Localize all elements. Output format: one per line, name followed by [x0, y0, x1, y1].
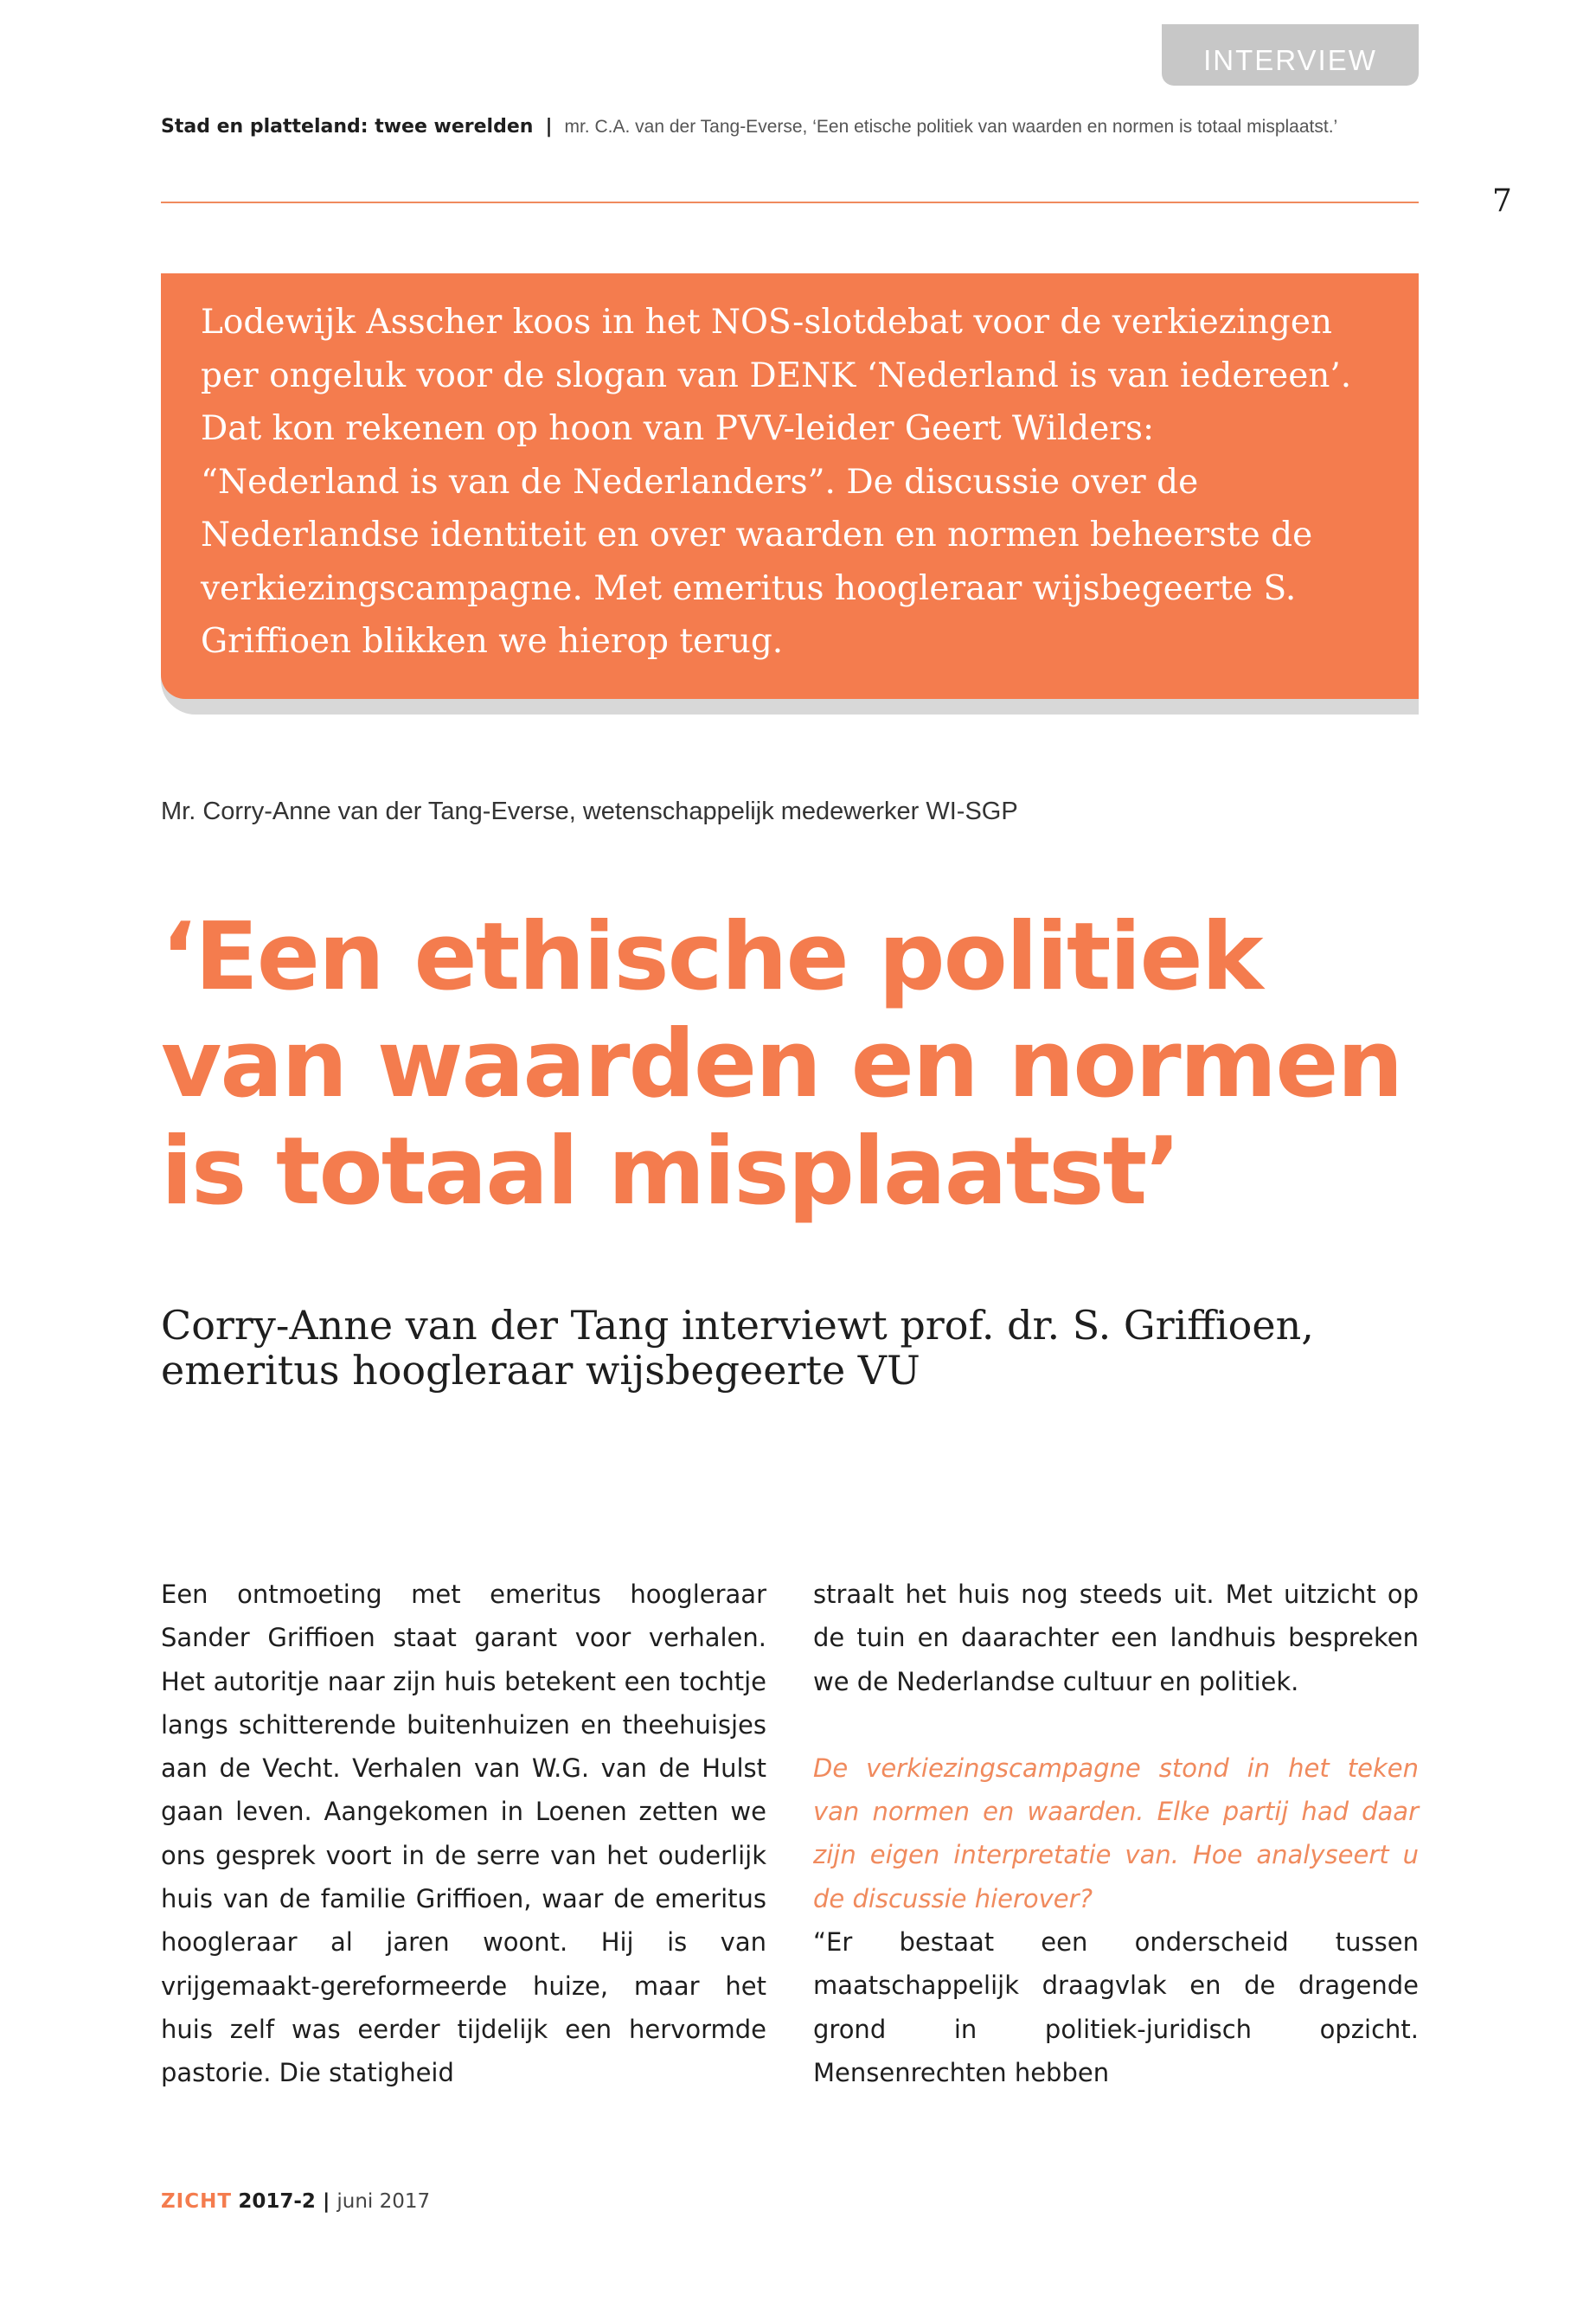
- footer-issue: 2017-2: [238, 2190, 316, 2213]
- intro-box: Lodewijk Asscher koos in het NOS-slotdebat voor de verkiezingen per ongeluk voor de slogan van DENK ‘Nederland is van iedereen’. Dat kon rekenen op hoon van PVV-leider Geert Wilders: “Nederland is van de Nederlanders”. De discussie over de Nederlandse identiteit en over waarden en normen beheerste de verkiezingscampagne. Met emeritus hoogleraar wijsbegeerte S. Griffioen blikken we hierop terug.: [161, 273, 1419, 699]
- article-subtitle: Corry-Anne van der Tang interviewt prof. dr. S. Griffioen, emeritus hoogleraar wijsbegeerte VU: [161, 1302, 1314, 1394]
- footer-separator: |: [322, 2190, 330, 2213]
- interview-question: De verkiezingscampagne stond in het teken van normen en waarden. Elke partij had daar zijn eigen interpretatie van. Hoe analyseert u de discussie hierover?: [813, 1753, 1419, 1913]
- article-title: ‘Een ethische politiek van waarden en normen is totaal misplaatst’: [161, 903, 1402, 1226]
- footer-brand: ZICHT: [161, 2190, 233, 2213]
- running-head-article: mr. C.A. van der Tang-Everse, ‘Een etische politiek van waarden en normen is totaal misplaatst.’: [564, 117, 1338, 137]
- body-paragraph-2: straalt het huis nog steeds uit. Met uitzicht op de tuin en daarachter een landhuis bespreken we de Nederlandse cultuur en politiek.: [813, 1580, 1419, 1696]
- running-head-section: Stad en platteland: twee werelden: [161, 116, 534, 138]
- body-column-left: [161, 1573, 766, 2095]
- page-number: 7: [1492, 183, 1512, 219]
- interview-answer: “Er bestaat een onderscheid tussen maatschappelijk draagvlak en de dragende grond in politiek-juridisch opzicht. Mensenrechten hebben: [813, 1927, 1419, 2087]
- author-byline: Mr. Corry-Anne van der Tang-Everse, wetenschappelijk medewerker WI-SGP: [161, 798, 1018, 825]
- header-rule: [161, 202, 1419, 203]
- section-tab: INTERVIEW: [1162, 24, 1419, 86]
- footer-date: juni 2017: [337, 2190, 431, 2213]
- running-head-separator: |: [545, 116, 553, 138]
- footer: [161, 2190, 430, 2213]
- running-head: [161, 112, 1424, 142]
- body-column-right: [813, 1573, 1419, 2094]
- body-paragraph-1: Een ontmoeting met emeritus hoogleraar Sander Griffioen staat garant voor verhalen. Het autoritje naar zijn huis betekent een tochtje langs schitterende buitenhuizen en theehuisjes aan de Vecht. Verhalen van W.G. van de Hulst gaan leven. Aangekomen in Loenen zetten we ons gesprek voort in de serre van het ouderlijk huis van de familie Griffioen, waar de emeritus hoogleraar al jaren woont. Hij is van vrijgemaakt-gereformeerde huize, maar het huis zelf was eerder tijdelijk een hervormde pastorie. Die statigheid: [161, 1580, 766, 2088]
